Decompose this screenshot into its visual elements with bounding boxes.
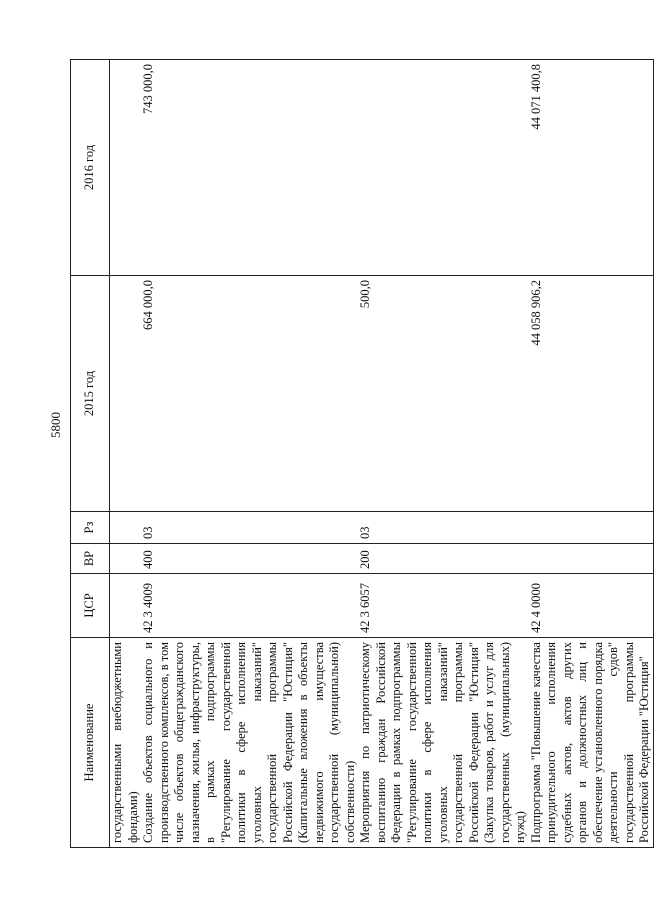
row-vr: 200 bbox=[358, 544, 529, 574]
header-2016: 2016 год bbox=[71, 60, 110, 276]
budget-table-rotated bbox=[70, 60, 651, 848]
row-2016 bbox=[358, 60, 529, 276]
row-name: Мероприятия по патриотическому воспитанию граждан Российской Федерации в рамках подпрограммы "Регулирование государственной политики в сфере исполнения уголовных наказаний" государственной программы Российской Федерации "Юстиция" (Закупка товаров, работ и услуг для государственных (муниципальных) нужд) bbox=[358, 638, 529, 848]
row-csr-value: 42 4 0000 bbox=[528, 583, 543, 633]
table-row bbox=[110, 60, 142, 848]
row-vr bbox=[529, 544, 654, 574]
row-csr-value: 42 3 6057 bbox=[358, 583, 372, 633]
row-2015: 664 000,0 bbox=[141, 276, 358, 512]
row-csr bbox=[110, 574, 142, 638]
table-row bbox=[529, 60, 654, 848]
row-csr bbox=[141, 574, 358, 638]
table-row bbox=[358, 60, 529, 848]
table-row bbox=[141, 60, 358, 848]
budget-table bbox=[70, 59, 654, 848]
row-2016: 44 071 400,8 bbox=[529, 60, 654, 276]
row-csr-value: 42 3 4009 bbox=[141, 583, 155, 633]
row-vr bbox=[110, 544, 142, 574]
page-number: 5800 bbox=[48, 412, 63, 438]
row-rz bbox=[529, 512, 654, 544]
row-rz: 03 bbox=[358, 512, 529, 544]
row-rz: 03 bbox=[141, 512, 358, 544]
header-name: Наименование bbox=[71, 638, 110, 848]
row-2016: 743 000,0 bbox=[141, 60, 358, 276]
row-2015: 500,0 bbox=[358, 276, 529, 512]
row-2016 bbox=[110, 60, 142, 276]
header-csr: ЦСР bbox=[71, 574, 110, 638]
row-name: Подпрограмма "Повышение качества принудительного исполнения судебных актов, актов других органов и должностных лиц и обеспечение установленного порядка деятельности судов" государственной программы Российской Федерации "Юстиция" bbox=[529, 638, 654, 848]
row-vr: 400 bbox=[141, 544, 358, 574]
row-2015: 44 058 906,2 bbox=[529, 276, 654, 512]
row-csr bbox=[358, 574, 529, 638]
row-2015 bbox=[110, 276, 142, 512]
row-csr bbox=[529, 574, 654, 638]
row-name: государственными внебюджетными фондами) bbox=[110, 638, 142, 848]
header-vr: ВР bbox=[71, 544, 110, 574]
row-name: Создание объектов социального и производственного комплексов, в том числе объектов общегражданского назначения, жилья, инфраструктуры, в рамках подпрограммы "Регулирование государственной политики в сфере исполнения уголовных наказаний" государственной программы Российской Федерации "Юстиция" (Капитальные вложения в объекты недвижимого имущества государственной (муниципальной) собственности) bbox=[141, 638, 358, 848]
table-header-row bbox=[71, 60, 110, 848]
header-2015: 2015 год bbox=[71, 276, 110, 512]
header-rz: Рз bbox=[71, 512, 110, 544]
row-rz bbox=[110, 512, 142, 544]
